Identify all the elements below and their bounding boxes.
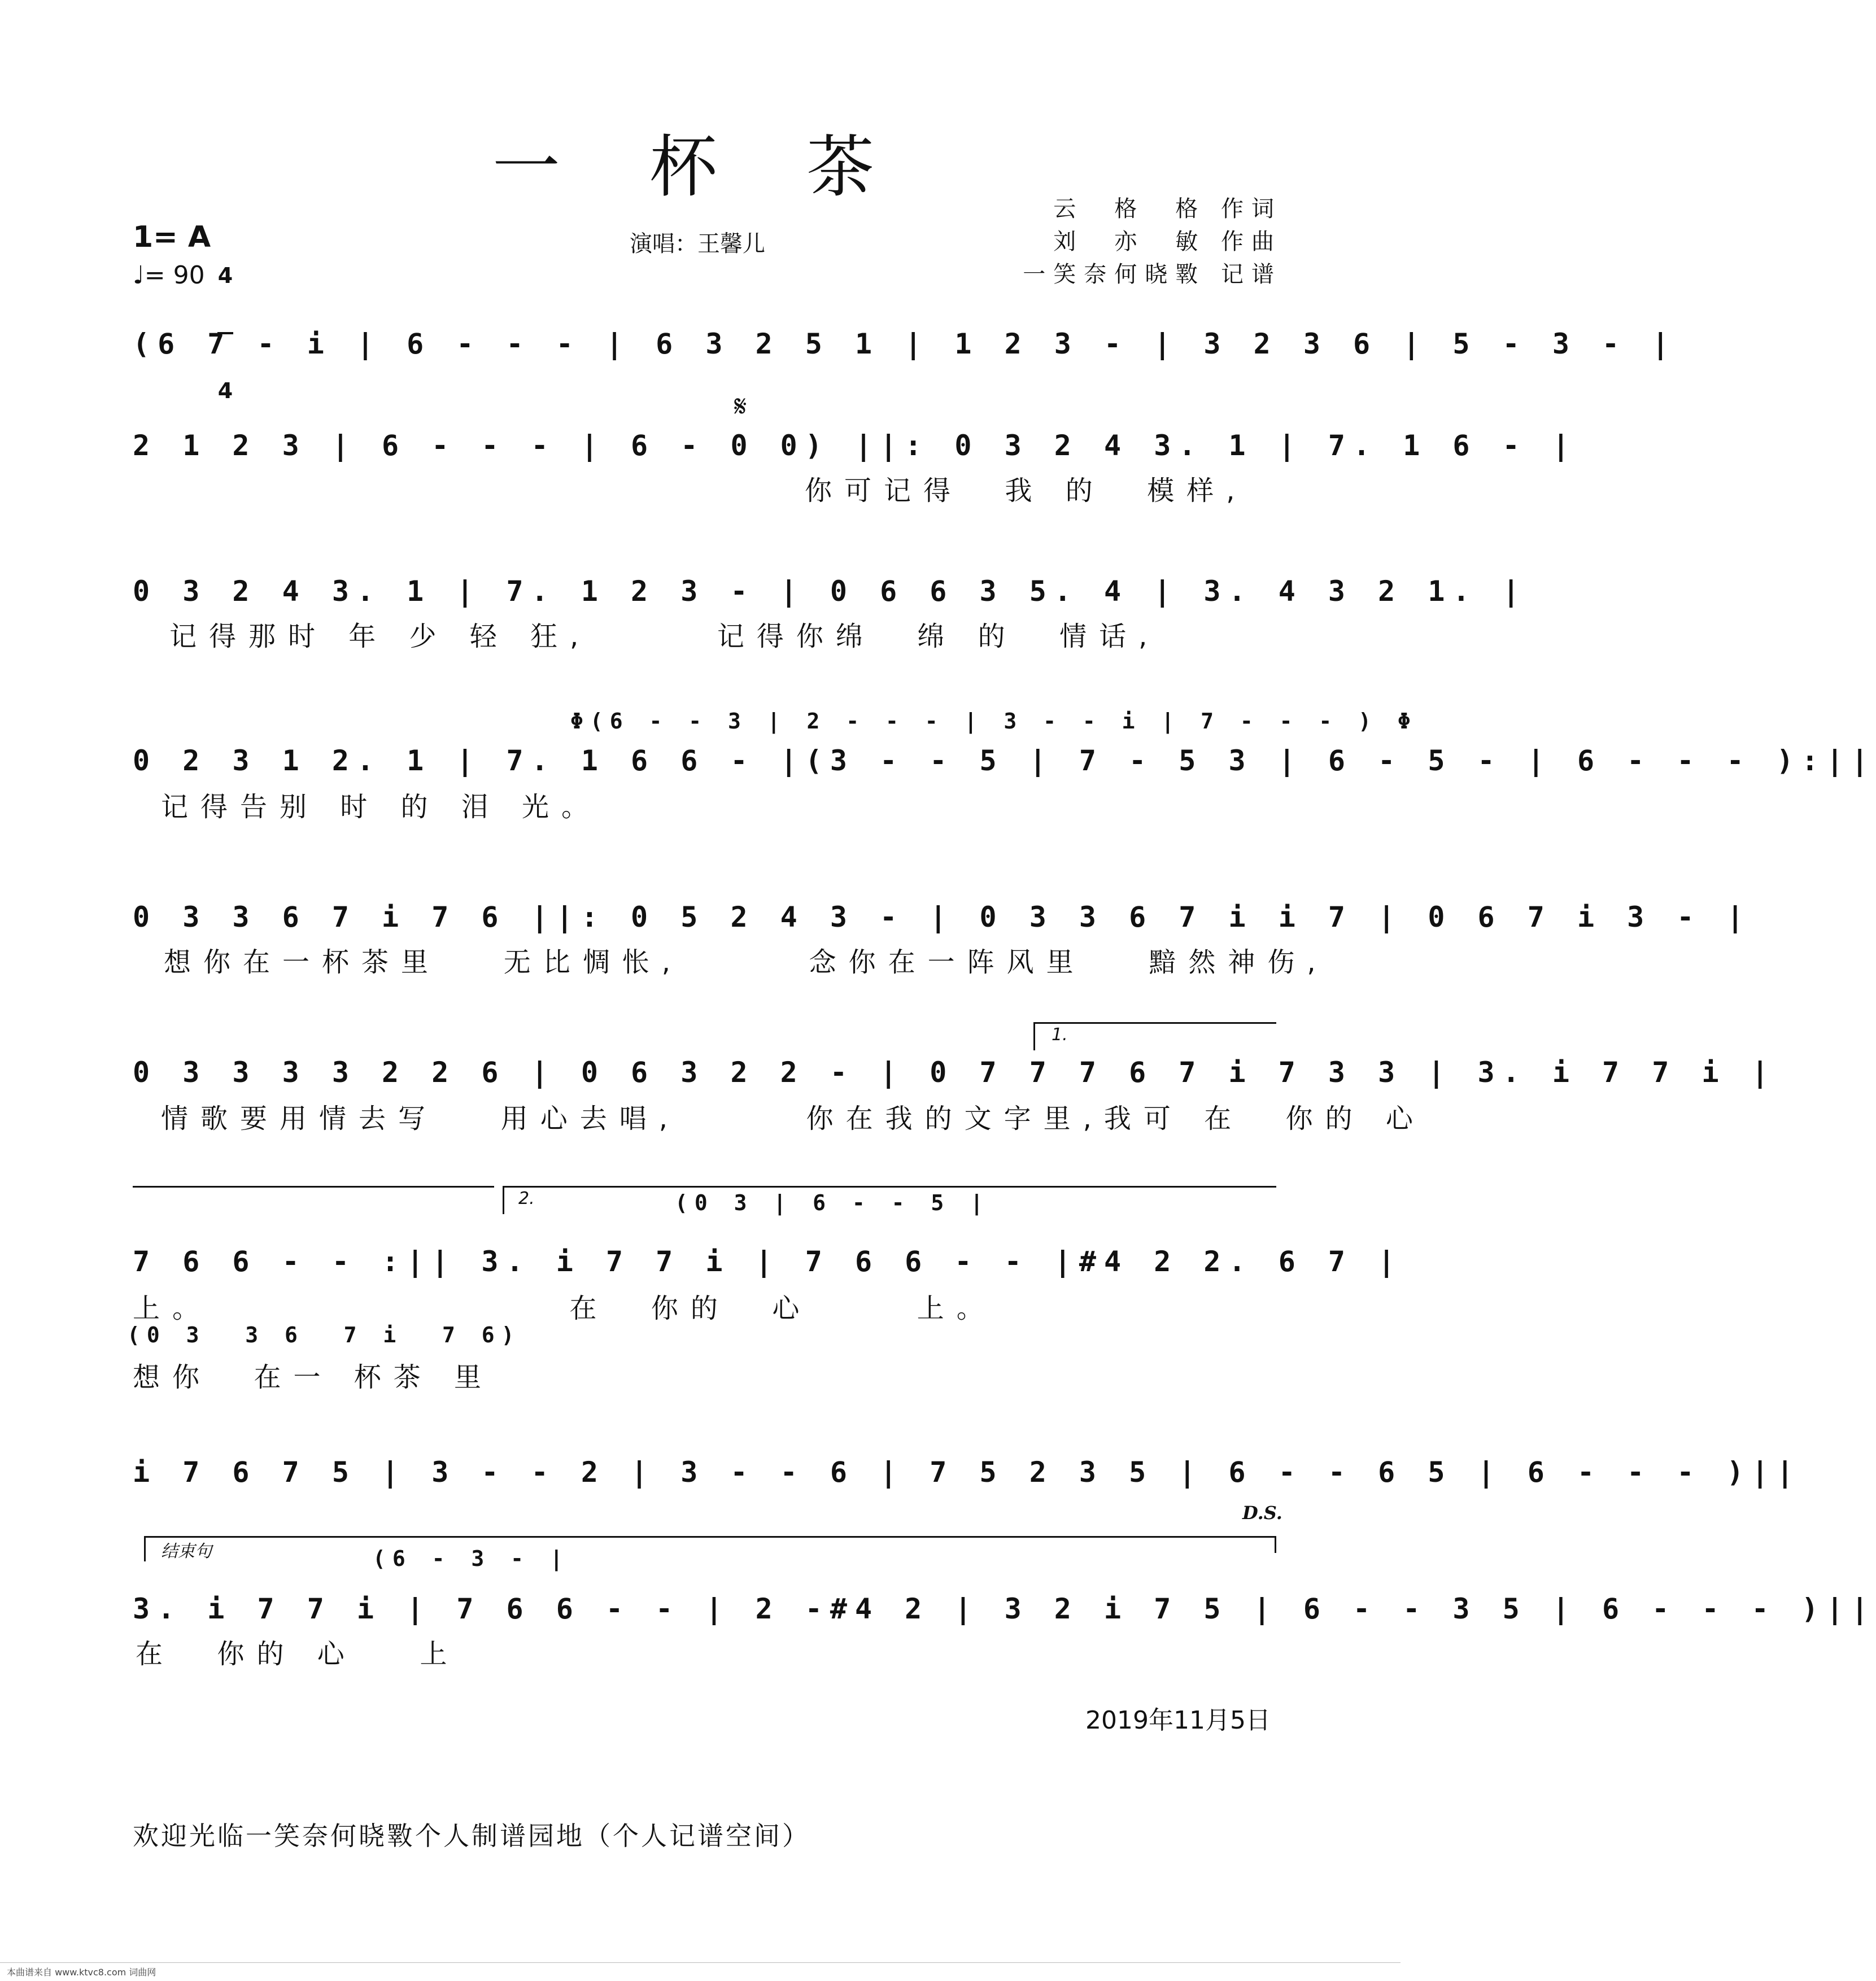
time-signature-bottom: 4 bbox=[217, 378, 233, 403]
score-line-4: 0 2 3 1 2. 1 | 7. 1 6 6 - |(3 - - 5 | 7 - 5 3 | 6 - 5 - | 6 - - - ):|| bbox=[133, 744, 1876, 777]
time-signature-top: 4 bbox=[217, 263, 233, 288]
coda-bracket-notes: Φ(6 - - 3 | 2 - - - | 3 - - i | 7 - - - ) Φ bbox=[570, 709, 1417, 734]
lyrics-line-9: 在 你的 心 上 bbox=[136, 1638, 460, 1670]
transcriber-credit: 一笑奈何晓斁 记谱 bbox=[1023, 261, 1282, 287]
score-line-2: 2 1 2 3 | 6 - - - | 6 - 0 0) ||: 0 3 2 4 3. 1 | 7. 1 6 - | bbox=[133, 429, 1577, 462]
volta-1-label: 1. bbox=[1052, 1025, 1068, 1045]
volta-2-bracket-edge bbox=[503, 1186, 504, 1214]
volta-2-upper-notes: (0 3 | 6 - - 5 | bbox=[675, 1190, 991, 1215]
volta-2-bracket bbox=[503, 1186, 1276, 1188]
ending-bracket-left-edge bbox=[144, 1536, 146, 1561]
date: 2019年11月5日 bbox=[1085, 1706, 1271, 1735]
score-line-7: 7 6 6 - - :|| 3. i 7 7 i | 7 6 6 - - |#4 2 2. 6 7 | bbox=[133, 1245, 1403, 1278]
tempo-marking: ♩= 90 bbox=[133, 261, 205, 290]
volta-1-bracket-edge bbox=[1033, 1022, 1035, 1050]
song-title: 一 杯 茶 bbox=[492, 128, 909, 207]
singer-credit: 演唱：王馨儿 bbox=[630, 231, 765, 257]
ending-bracket bbox=[144, 1536, 1276, 1538]
footer-note: 本曲谱来自 www.ktvc8.com 词曲网 bbox=[7, 1967, 156, 1978]
score-line-6: 0 3 3 3 3 2 2 6 | 0 6 3 2 2 - | 0 7 7 7 6 7 i 7 3 3 | 3. i 7 7 i | bbox=[133, 1056, 1777, 1089]
composer-credit: 刘 亦 敏 作曲 bbox=[1053, 229, 1282, 255]
lyrics-line-6: 情歌要用情去写 用心去唱, 你在我的文字里,我可 在 你的 心 bbox=[161, 1103, 1425, 1135]
volta-1-continuation bbox=[133, 1186, 494, 1188]
score-line-1: (6 7 - i | 6 - - - | 6 3 2 5 1 | 1 2 3 - | 3 2 3 6 | 5 - 3 - | bbox=[133, 328, 1677, 360]
footer-divider bbox=[0, 1962, 1401, 1963]
score-line-5: 0 3 3 6 7 i 7 6 ||: 0 5 2 4 3 - | 0 3 3 6 7 i i 7 | 0 6 7 i 3 - | bbox=[133, 901, 1752, 933]
alternate-lyrics: 想你 在一 杯茶 里 bbox=[133, 1362, 494, 1393]
lyrics-line-2: 你可记得 我 的 模样, bbox=[805, 475, 1247, 507]
time-signature bbox=[217, 219, 233, 425]
dal-segno-mark: D.S. bbox=[1242, 1502, 1282, 1524]
volta-2-label: 2. bbox=[518, 1189, 535, 1208]
ending-label: 结束句 bbox=[161, 1542, 212, 1561]
lyrics-line-3: 记得那时 年 少 轻 狂, 记得你绵 绵 的 情话, bbox=[169, 621, 1160, 652]
lyrics-line-5: 想你在一杯茶里 无比惆怅, 念你在一阵风里 黯然神伤, bbox=[164, 946, 1328, 978]
segno-sign: 𝄋 bbox=[734, 390, 747, 424]
ending-upper-notes: (6 - 3 - | bbox=[373, 1546, 570, 1571]
ending-bracket-right-edge bbox=[1275, 1536, 1276, 1553]
lyrics-line-4: 记得告别 时 的 泪 光。 bbox=[161, 791, 601, 823]
score-line-9: 3. i 7 7 i | 7 6 6 - - | 2 -#4 2 | 3 2 i 7 5 | 6 - - 3 5 | 6 - - - )|| bbox=[133, 1592, 1876, 1625]
volta-1-bracket bbox=[1033, 1022, 1276, 1024]
alternate-notes: (0 3 3 6 7 i 7 6) bbox=[127, 1323, 521, 1347]
score-line-8: i 7 6 7 5 | 3 - - 2 | 3 - - 6 | 7 5 2 3 5 | 6 - - 6 5 | 6 - - - )|| bbox=[133, 1456, 1801, 1489]
key-signature: 1= A bbox=[133, 220, 211, 254]
lyrics-line-7: 上。 在 你的 心 上。 bbox=[133, 1293, 996, 1324]
welcome-text: 欢迎光临一笑奈何晓斁个人制谱园地（个人记谱空间） bbox=[133, 1821, 810, 1851]
lyricist-credit: 云 格 格 作词 bbox=[1053, 196, 1282, 222]
score-line-3: 0 3 2 4 3. 1 | 7. 1 2 3 - | 0 6 6 3 5. 4 | 3. 4 3 2 1. | bbox=[133, 575, 1528, 608]
